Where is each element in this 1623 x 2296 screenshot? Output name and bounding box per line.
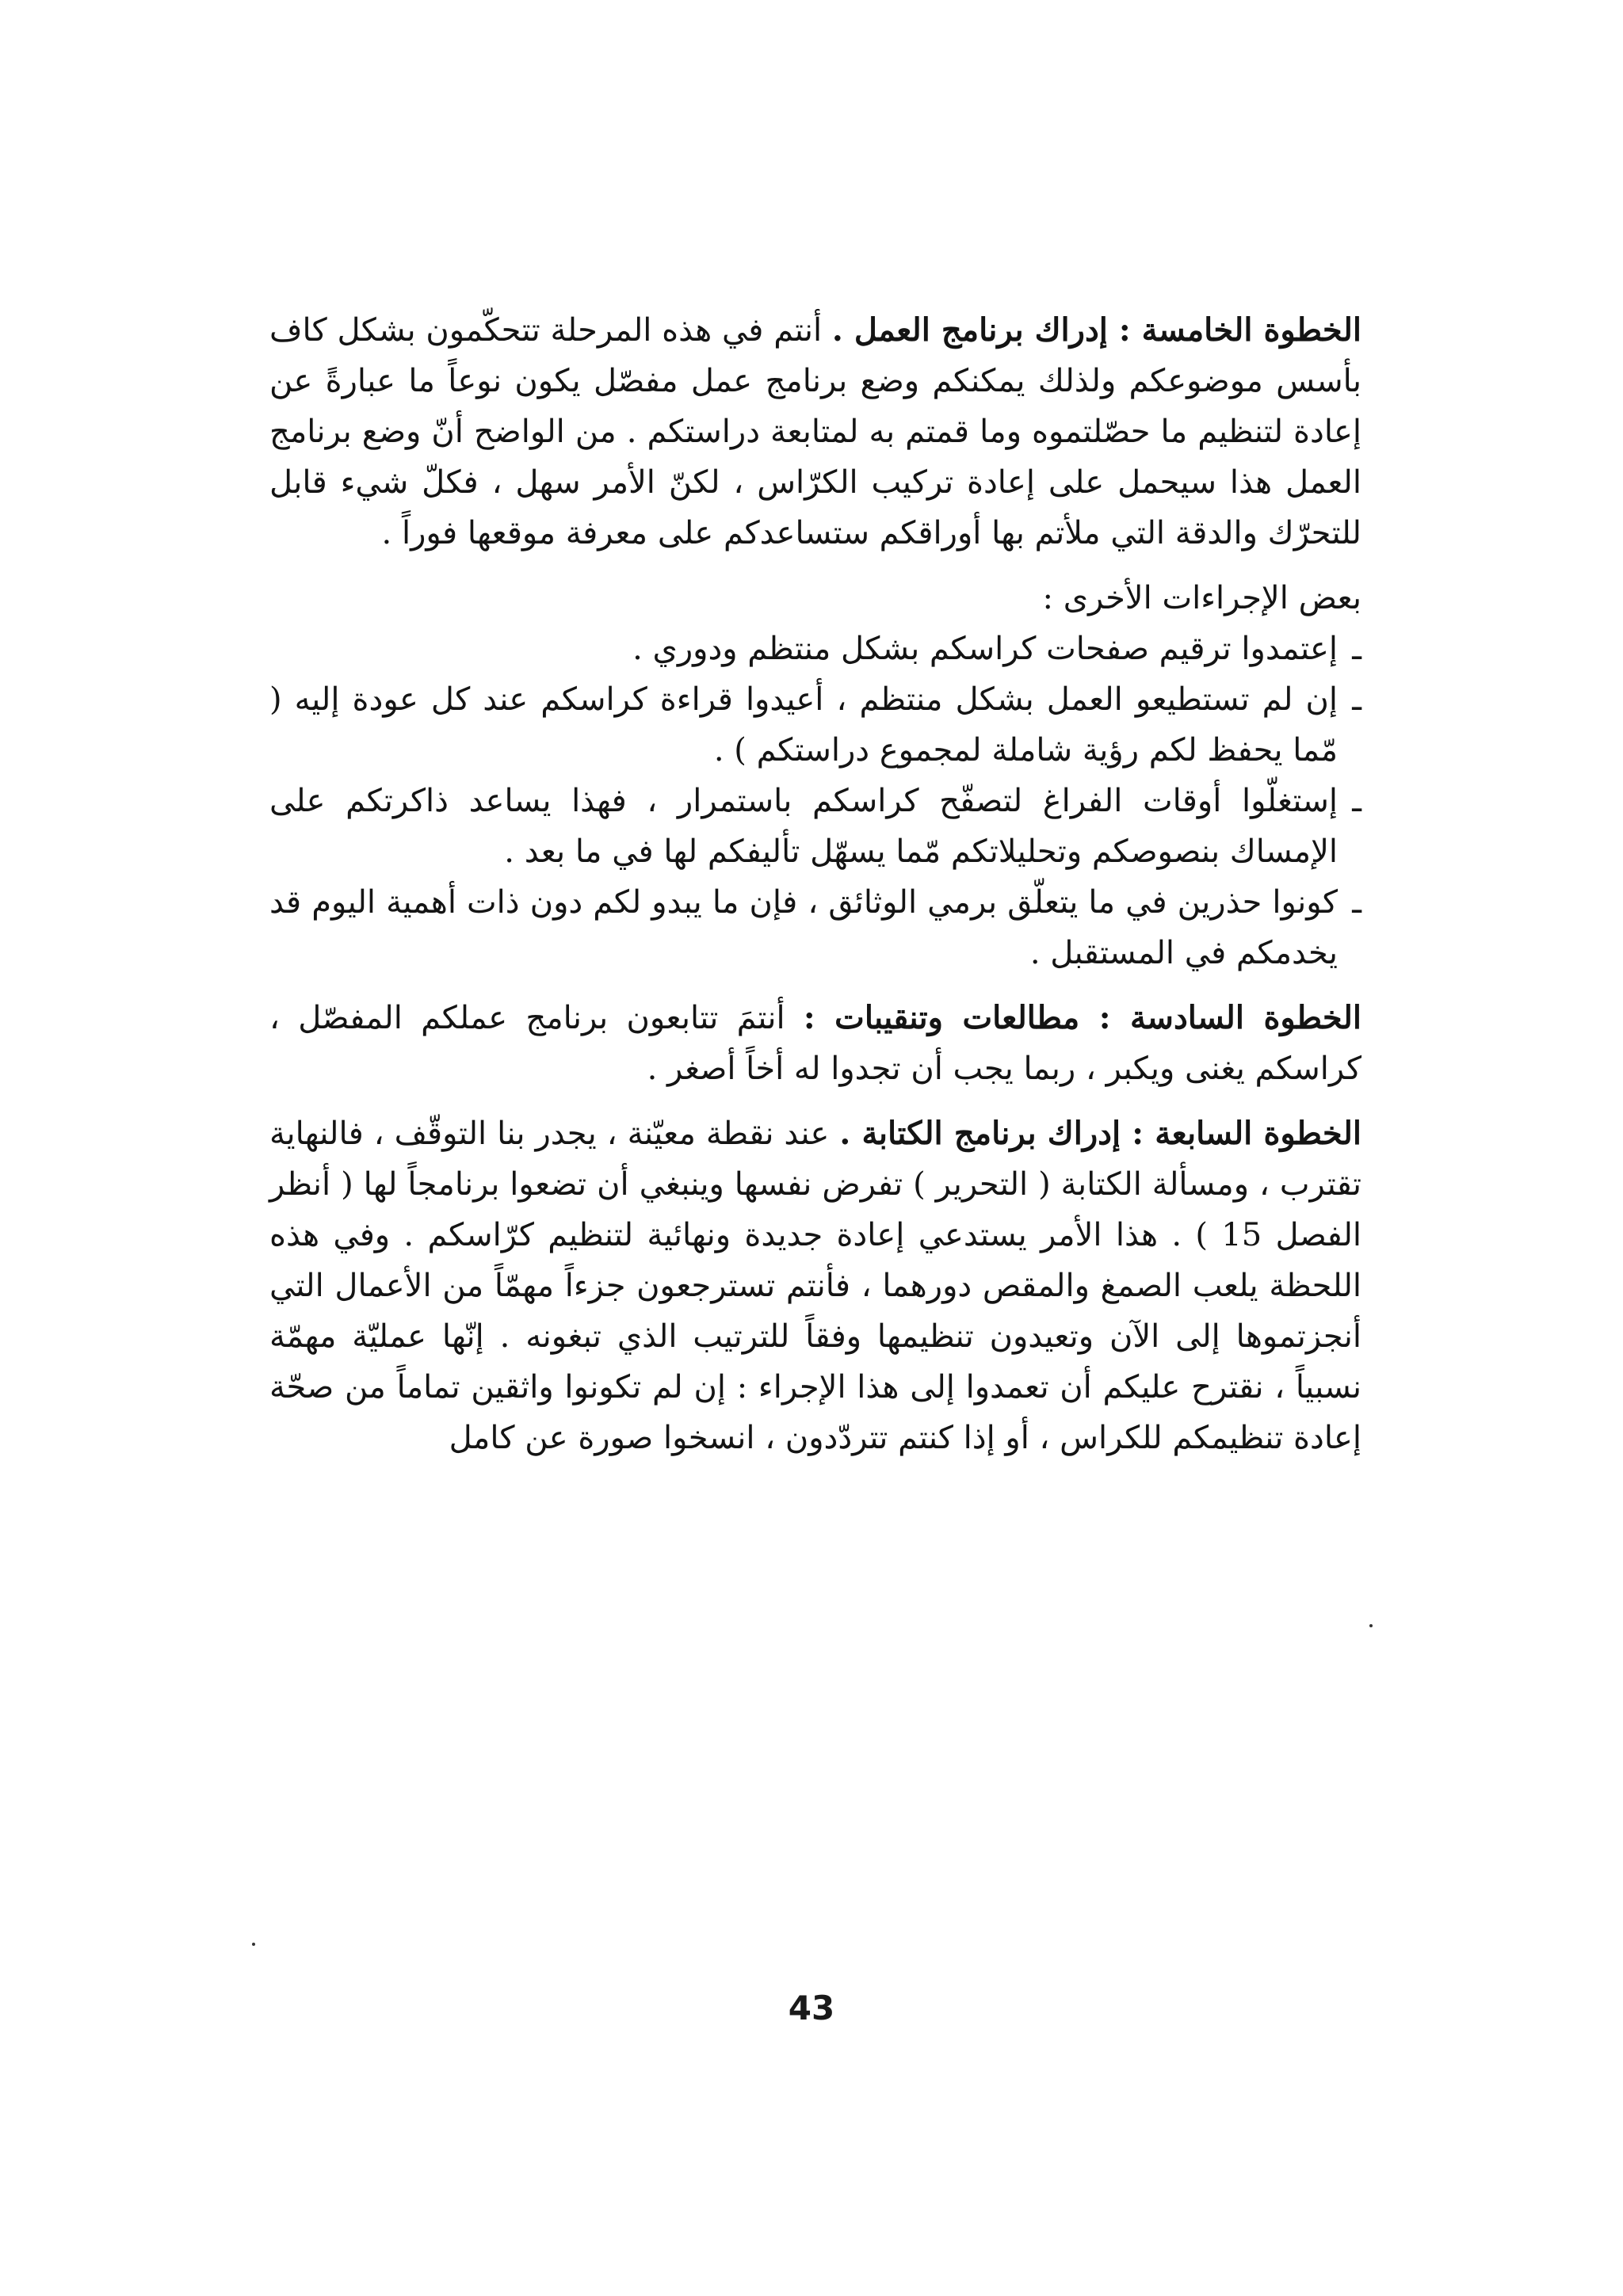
list-dash: ـ (1352, 681, 1361, 718)
step-7-body: عند نقطة معيّنة ، يجدر بنا التوقّف ، فالنهاية تقترب ، ومسألة الكتابة ( التحرير ) تفرض نفسها وينبغي أن تضعوا برنامجاً لها ( أنظر الفصل 15 ) . هذا الأمر يستدعي إعادة جديدة ونهائية لتنظيم كرّاسكم . وفي هذه اللحظة يلعب الصمغ والمقص دورهما ، فأنتم تسترجعون جزءاً مهمّاً من الأعمال التي أنجزتموها إلى الآن وتعيدون تنظيمها وفقاً للترتيب الذي تبغونه . إنّها عمليّة مهمّة نسبياً ، نقترح عليكم أن تعمدوا إلى هذا الإجراء : إن لم تكونوا واثقين تماماً من صحّة إعادة تنظيمكم للكراس ، أو إذا كنتم تتردّدون ، انسخوا صورة عن كامل (269, 1116, 1362, 1456)
list-item (269, 877, 1361, 978)
list-item-text: إستغلّوا أوقات الفراغ لتصفّح كراسكم باستمرار ، فهذا يساعد ذاكرتكم على الإمساك بنصوصكم وتحليلاتكم مّما يسهّل تأليفكم لها في ما بعد . (269, 783, 1338, 870)
list-dash: ـ (1352, 884, 1361, 921)
list-item-text: إعتمدوا ترقيم صفحات كراسكم بشكل منتظم ودوري . (632, 631, 1338, 667)
step-6-paragraph (269, 993, 1361, 1094)
procedures-list (269, 624, 1361, 978)
step-6-body: أنتمَ تتابعون برنامج عملكم المفصّل ، كراسكم يغنى ويكبر ، ربما يجب أن تجدوا له أخاً أصغر . (269, 1000, 1361, 1087)
page-body (269, 305, 1361, 1463)
list-item (269, 674, 1361, 776)
step-5-paragraph (269, 305, 1361, 559)
scan-speck (1369, 1624, 1373, 1627)
scan-speck (252, 1943, 255, 1946)
list-item-text: إن لم تستطيعو العمل بشكل منتظم ، أعيدوا قراءة كراسكم عند كل عودة إليه ( مّما يحفظ لكم رؤية شاملة لمجموع دراستكم ) . (269, 681, 1338, 769)
list-dash: ـ (1352, 631, 1361, 667)
step-5-heading: الخطوة الخامسة : إدراك برنامج العمل . (831, 311, 1362, 349)
list-dash: ـ (1352, 783, 1361, 819)
list-item-text: كونوا حذرين في ما يتعلّق برمي الوثائق ، فإن ما يبدو لكم دون ذات أهمية اليوم قد يخدمكم في المستقبل . (269, 884, 1338, 971)
step-7-heading: الخطوة السابعة : إدراك برنامج الكتابة . (839, 1115, 1361, 1152)
step-7-paragraph (269, 1108, 1361, 1463)
page-number: 43 (788, 1989, 835, 2027)
other-procedures-intro: بعض الإجراءات الأخرى : (1042, 580, 1361, 616)
list-item (269, 624, 1361, 674)
step-5-body: أنتم في هذه المرحلة تتحكّمون بشكل كاف بأسس موضوعكم ولذلك يمكنكم وضع برنامج عمل مفصّل يكون نوعاً ما عبارةً عن إعادة لتنظيم ما حصّلتموه وما قمتم به لمتابعة دراستكم . من الواضح أنّ وضع برنامج العمل هذا سيحمل على إعادة تركيب الكرّاس ، لكنّ الأمر سهل ، فكلّ شيء قابل للتحرّك والدقة التي ملأتم بها أوراقكم ستساعدكم على معرفة موقعها فوراً . (269, 312, 1361, 551)
step-6-heading: الخطوة السادسة : مطالعات وتنقيبات : (803, 999, 1362, 1036)
list-item (269, 776, 1361, 877)
